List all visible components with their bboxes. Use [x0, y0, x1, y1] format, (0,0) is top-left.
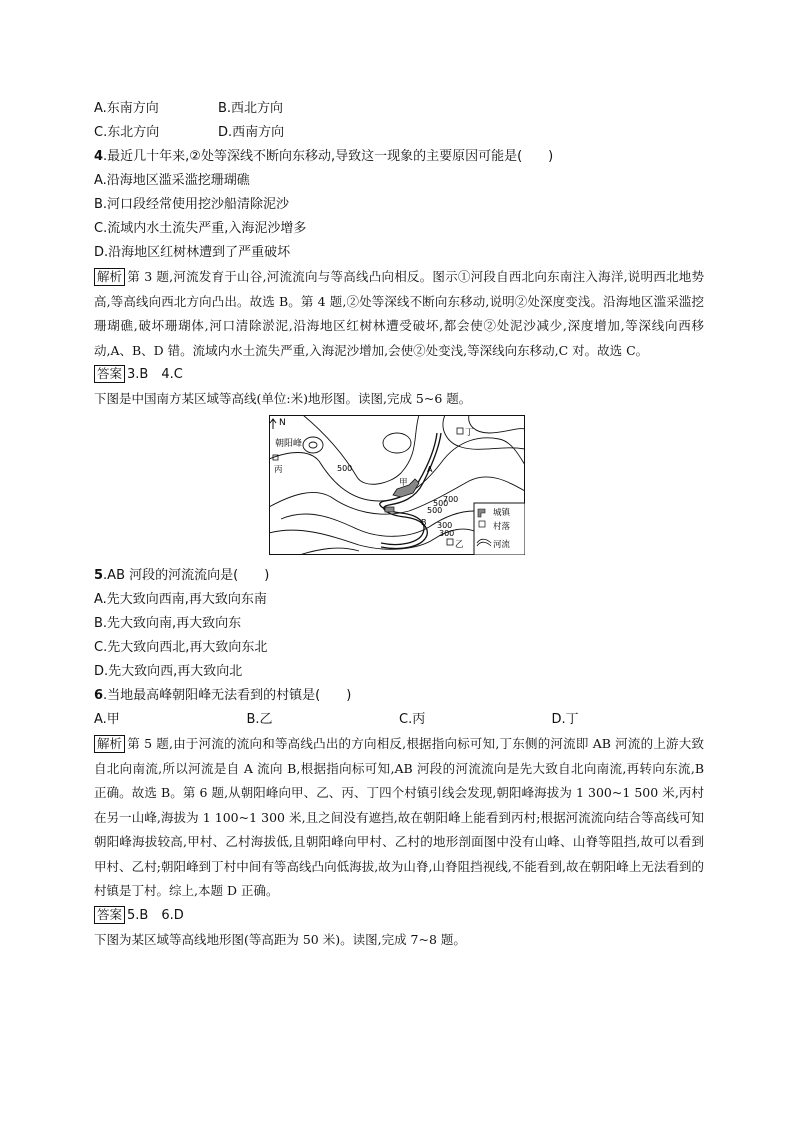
q3-options-row1	[94, 97, 704, 121]
q6-option-d[interactable]: D.丁	[551, 712, 579, 727]
analysis-tag: 解析	[94, 268, 125, 286]
point-a: A	[427, 465, 433, 474]
q5-option-b[interactable]: B.先大致向南,再大致向东	[94, 616, 242, 631]
analysis-3-4	[94, 265, 704, 363]
q4-stem-text: .最近几十年来,②处等深线不断向东移动,导致这一现象的主要原因可能是( )	[103, 149, 554, 164]
contour-label-500a: 500	[337, 464, 353, 473]
village-yi: 乙	[455, 540, 464, 550]
q5-number: 5	[94, 568, 104, 583]
q5-option-d[interactable]: D.先大致向西,再大致向北	[94, 664, 243, 679]
north-label: N	[279, 418, 286, 428]
q6-option-a[interactable]: A.甲	[94, 712, 120, 727]
q5-option-c[interactable]: C.先大致向西北,再大致向东北	[94, 640, 268, 655]
analysis-text: 第 3 题,河流发育于山谷,河流流向与等高线凸向相反。图示①河段自西北向东南注入海洋,说明西北地势高,等高线向西北方向凸出。故选 B。第 4 题,②处等深线不断向东移动,说明②处深度变浅。沿海地区滥采滥挖珊瑚礁,破坏珊瑚体,河口清除淤泥,沿海地区红树林遭受破坏,都会使②处泥沙减少,深度增加,等深线向西移动,A、B、D 错。流域内水土流失严重,入海泥沙增加,会使②处变浅,等深线向东移动,C 对。故选 C。	[94, 269, 704, 358]
intro-5-6: 下图是中国南方某区域等高线(单位:米)地形图。读图,完成 5~6 题。	[94, 391, 472, 406]
q6-stem-text: .当地最高峰朝阳峰无法看到的村镇是( )	[103, 688, 352, 703]
question-page	[94, 97, 704, 952]
answer-text: 5.B 6.D	[127, 907, 184, 923]
contour-label-500b: 500	[427, 506, 443, 515]
q4-number: 4	[94, 149, 104, 164]
q4-stem	[94, 145, 704, 169]
q6-options-row	[94, 708, 704, 732]
q3-option-a[interactable]: A.东南方向	[94, 101, 159, 116]
contour-label-300b: 300	[439, 529, 455, 538]
answer-5-6	[94, 904, 704, 928]
q6-option-c[interactable]: C.丙	[399, 712, 426, 727]
answer-tag: 答案	[94, 906, 125, 924]
q5-option-a[interactable]: A.先大致向西南,再大致向东南	[94, 592, 267, 607]
q4-option-a[interactable]: A.沿海地区滥采滥挖珊瑚礁	[94, 173, 250, 188]
q5-stem	[94, 564, 704, 588]
analysis-5-6	[94, 732, 704, 904]
q5-stem-text: .AB 河段的河流流向是( )	[103, 568, 270, 583]
q4-option-c[interactable]: C.流域内水土流失严重,入海泥沙增多	[94, 221, 307, 236]
answer-text: 3.B 4.C	[127, 367, 183, 382]
answer-tag: 答案	[94, 365, 125, 383]
q3-option-b[interactable]: B.西北方向	[218, 101, 284, 116]
q6-option-b[interactable]: B.乙	[246, 712, 273, 727]
contour-label-700: 700	[443, 495, 459, 504]
q3-option-c[interactable]: C.东北方向	[94, 125, 160, 140]
village-ding: 丁	[465, 428, 474, 438]
q3-options-row2	[94, 121, 704, 145]
analysis-tag: 解析	[94, 735, 125, 753]
q6-number: 6	[94, 688, 104, 703]
contour-map	[269, 415, 525, 555]
intro-7-8: 下图为某区域等高线地形图(等高距为 50 米)。读图,完成 7~8 题。	[94, 931, 466, 947]
legend-river-label: 河流	[493, 540, 511, 550]
legend-village-label: 村落	[493, 522, 511, 532]
q4-option-b[interactable]: B.河口段经常使用挖沙船清除泥沙	[94, 197, 290, 212]
peak-label: 朝阳峰	[275, 439, 303, 449]
village-bing: 丙	[274, 465, 283, 475]
analysis-text: 第 5 题,由于河流的流向和等高线凸出的方向相反,根据指向标可知,丁东侧的河流即 AB 河流的上游大致自北向南流,所以河流是自 A 流向 B,根据指向标可知,AB 河段的河流流向是先大致自北向南流,再转向东流,B 正确。故选 B。第 6 题,从朝阳峰向甲、乙、丙、丁四个村镇引线会发现,朝阳峰海拔为 1 300~1 500 米,丙村在另一山峰,海拔为 1 100~1 300 米,且之间没有遮挡,故在朝阳峰上能看到丙村;根据河流流向结合等高线可知朝阳峰海拔较高,甲村、乙村海拔低,且朝阳峰向甲村、乙村的地形剖面图中没有山峰、山脊等阻挡,故可以看到甲村、乙村;朝阳峰到丁村中间有等高线凸向低海拔,故为山脊,山脊阻挡视线,不能看到,故在朝阳峰上无法看到的村镇是丁村。综上,本题 D 正确。	[94, 736, 704, 898]
map-legend	[474, 503, 525, 555]
q3-option-d[interactable]: D.西南方向	[218, 125, 285, 140]
contour-label-300a: 300	[437, 521, 453, 530]
point-b: B	[421, 518, 427, 527]
town-jia: 甲	[399, 478, 408, 488]
q4-option-d[interactable]: D.沿海地区红树林遭到了严重破坏	[94, 245, 291, 260]
answer-3-4	[94, 363, 704, 387]
q6-stem	[94, 684, 704, 708]
legend-town-label: 城镇	[493, 508, 511, 518]
contour-label-500c: 500	[433, 499, 449, 508]
contour-map-container	[94, 415, 704, 561]
